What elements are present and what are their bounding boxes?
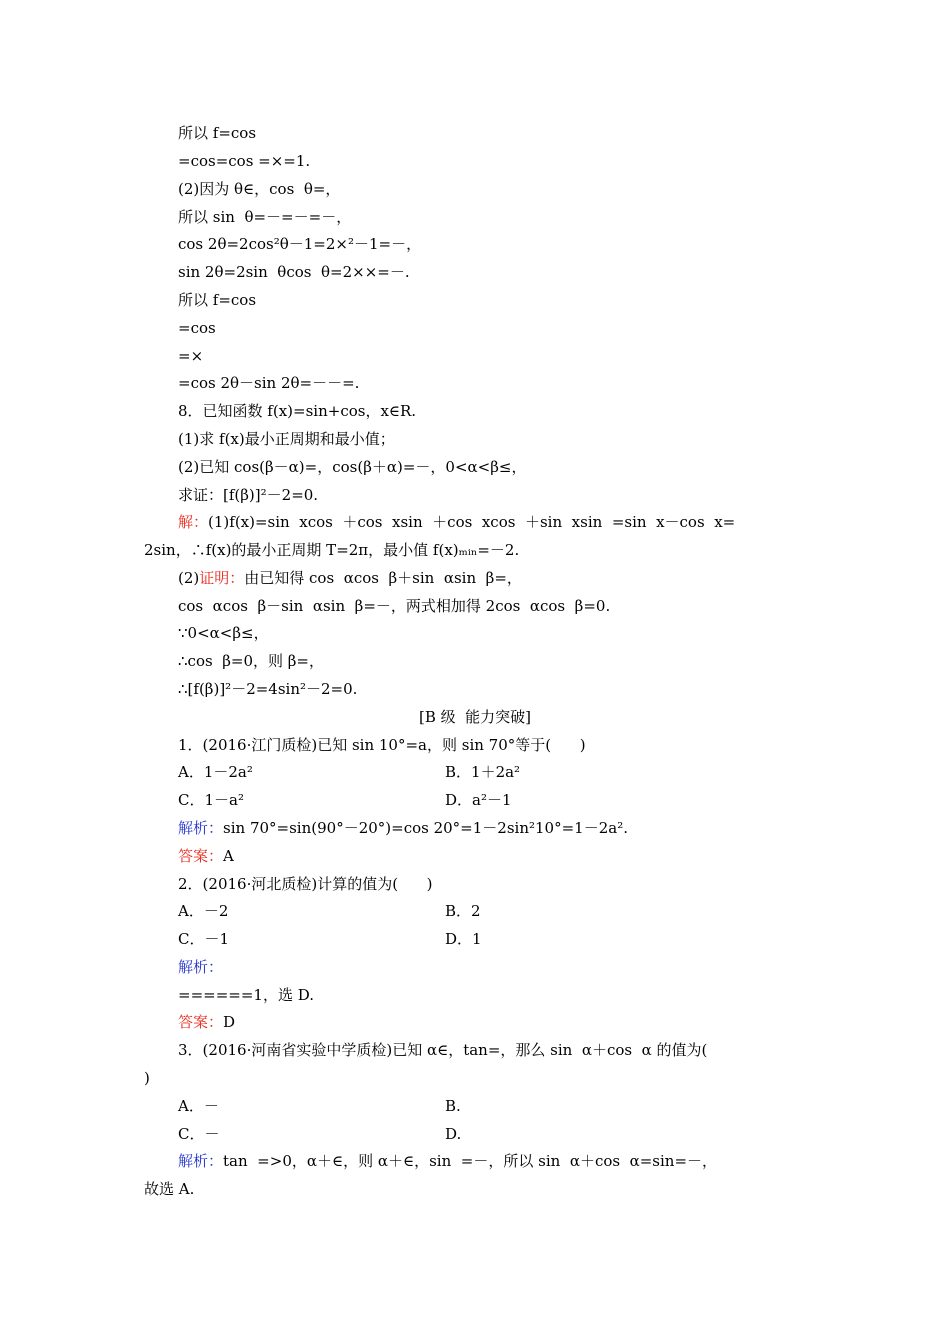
prev-solution-line-1: 所以 f=cos	[178, 124, 257, 142]
prev-solution-line-4: 所以 sin θ=－=－=－，	[178, 208, 352, 226]
prev-solution-line-5: cos 2θ=2cos²θ－1=2×²－1=－，	[178, 235, 422, 253]
b1-answer	[178, 846, 234, 866]
b1-option-d: D．a²－1	[445, 791, 512, 809]
b2-explanation-text: ======1，选 D.	[178, 986, 314, 1004]
proof-text: 由已知得 cos αcos β＋sin αsin β=，	[244, 569, 522, 587]
prev-solution-line-10: =cos 2θ－sin 2θ=－－=.	[178, 374, 360, 392]
b3-option-c: C．－	[178, 1125, 220, 1143]
b2-option-b: B．2	[445, 902, 481, 920]
explanation-text: tan =>0，α＋∈，则 α＋∈，sin =－，所以 sin α＋cos α=sin=－，	[223, 1152, 718, 1170]
b3-option-a: A．－	[178, 1097, 219, 1115]
q8-proof-line-4: ∴cos β=0，则 β=，	[178, 652, 325, 670]
q8-solution-cont: 2sin，∴f(x)的最小正周期 T=2π，最小值 f(x)ₘᵢₙ=－2.	[144, 541, 520, 559]
b1-option-c: C．1－a²	[178, 791, 244, 809]
answer-text: D	[223, 1013, 236, 1031]
explanation-label: 解析：	[178, 1152, 224, 1170]
b3-option-d: D.	[445, 1125, 462, 1143]
solution-label: 解：	[178, 513, 209, 531]
q8-stem: 8．已知函数 f(x)=sin+cos，x∈R.	[178, 402, 417, 420]
b2-answer	[178, 1012, 235, 1032]
b3-option-b: B.	[445, 1097, 461, 1115]
b1-option-a: A．1－2a²	[178, 763, 253, 781]
prev-solution-line-7: 所以 f=cos	[178, 291, 257, 309]
b2-stem: 2．(2016·河北质检)计算的值为( )	[178, 875, 433, 893]
answer-text: A	[223, 847, 234, 865]
proof-label: 证明：	[199, 569, 245, 587]
prev-solution-line-8: =cos	[178, 319, 216, 337]
b2-option-c: C．－1	[178, 930, 230, 948]
explanation-text: sin 70°=sin(90°－20°)=cos 20°=1－2sin²10°=1－2a².	[223, 819, 628, 837]
b3-explanation-cont: 故选 A.	[144, 1180, 195, 1198]
b3-explanation	[178, 1151, 717, 1171]
solution-text: (1)f(x)=sin xcos ＋cos xsin ＋cos xcos ＋sin xsin =sin x－cos x=	[208, 513, 736, 531]
answer-label: 答案：	[178, 1013, 224, 1031]
prev-solution-line-6: sin 2θ=2sin θcos θ=2××=－.	[178, 263, 410, 281]
section-b-heading: [B 级 能力突破]	[418, 708, 532, 726]
q8-proof-line-3: ∵0<α<β≤，	[178, 624, 269, 642]
q8-proof-line	[178, 568, 522, 588]
q8-proof-line-2: cos αcos β－sin αsin β=－，两式相加得 2cos αcos β=0.	[178, 597, 611, 615]
b1-explanation	[178, 818, 628, 838]
b2-option-d: D．1	[445, 930, 482, 948]
proof-prefix: (2)	[178, 569, 200, 587]
prev-solution-line-9: =×	[178, 347, 204, 365]
b3-stem-cont: )	[144, 1069, 150, 1087]
b2-option-a: A．－2	[178, 902, 229, 920]
explanation-label: 解析：	[178, 819, 224, 837]
q8-part-1: (1)求 f(x)最小正周期和最小值；	[178, 430, 395, 448]
q8-proof-line-5: ∴[f(β)]²－2=4sin²－2=0.	[178, 680, 358, 698]
b1-option-b: B．1＋2a²	[445, 763, 521, 781]
prev-solution-line-2: =cos=cos =×=1.	[178, 152, 311, 170]
q8-part-2: (2)已知 cos(β－α)=，cos(β＋α)=－，0<α<β≤，	[178, 458, 527, 476]
b2-explanation-label: 解析：	[178, 958, 224, 976]
b3-stem: 3．(2016·河南省实验中学质检)已知 α∈，tan=，那么 sin α＋cos α 的值为(	[178, 1041, 708, 1059]
answer-label: 答案：	[178, 847, 224, 865]
q8-prove: 求证：[f(β)]²－2=0.	[178, 486, 319, 504]
prev-solution-line-3: (2)因为 θ∈，cos θ=，	[178, 180, 341, 198]
b1-stem: 1．(2016·江门质检)已知 sin 10°=a，则 sin 70°等于( )	[178, 736, 586, 754]
q8-solution-line	[178, 512, 735, 532]
